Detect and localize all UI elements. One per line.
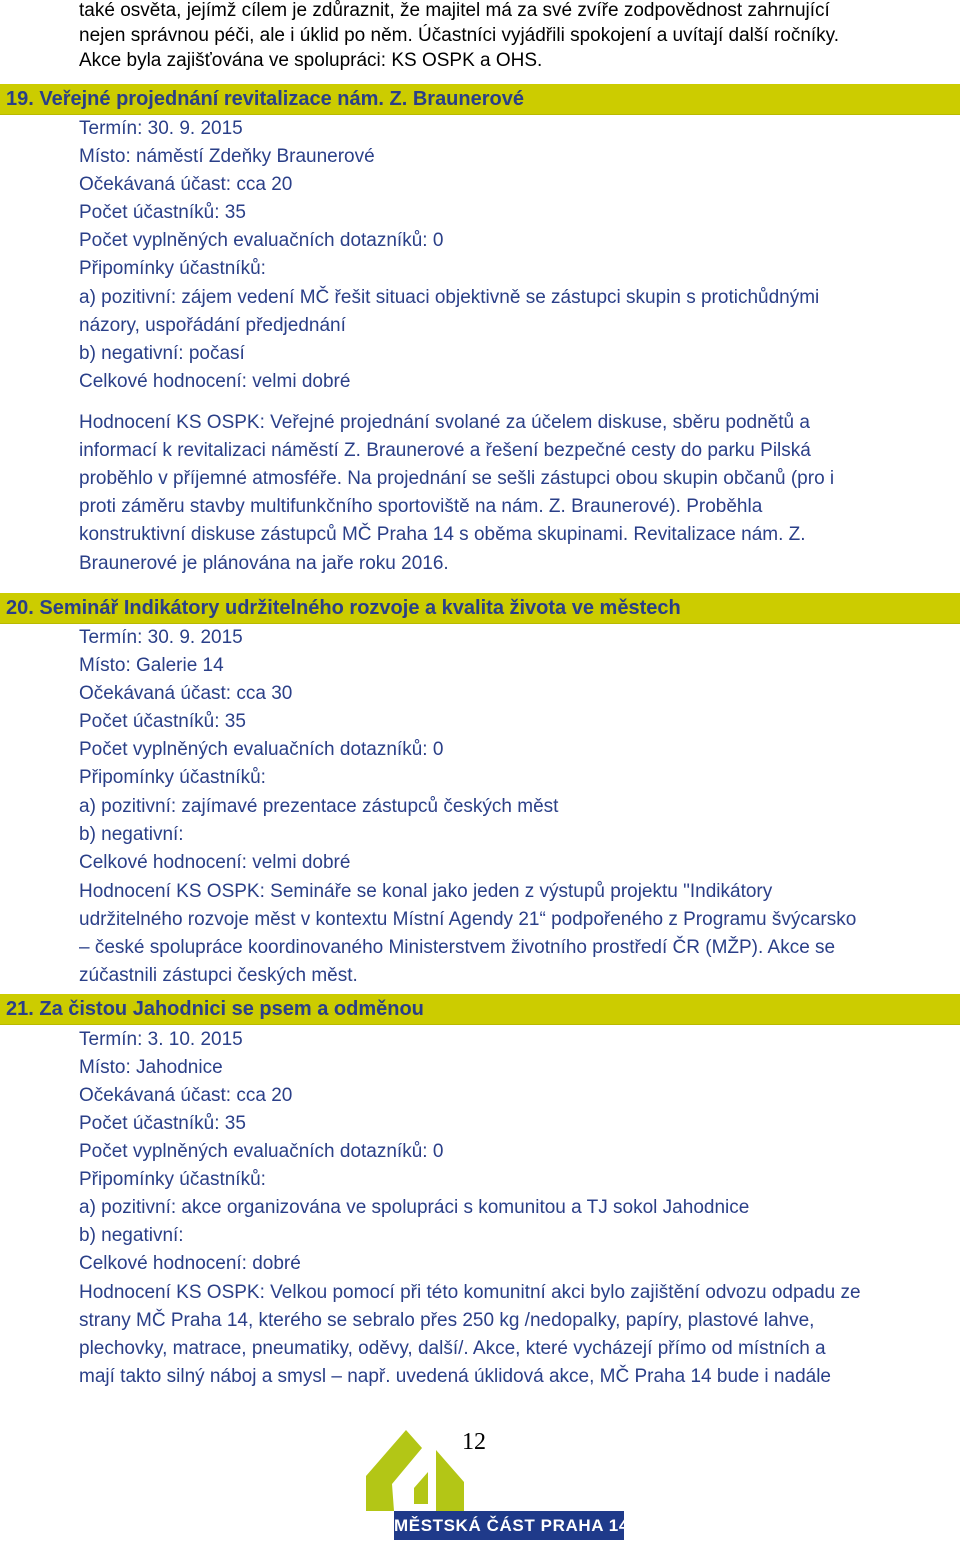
section-header-19	[0, 84, 960, 115]
field-value: cca 30	[231, 683, 293, 704]
hodnoceni-row	[79, 409, 810, 437]
field-value: zájem vedení MČ řešit situaci objektivně se zástupci skupin s protichůdnými	[176, 287, 820, 308]
field-value: akce organizována ve spolupráci s komunitou a TJ sokol Jahodnice	[176, 1197, 750, 1218]
field-label: Místo:	[79, 1057, 131, 1078]
section-header-21	[0, 994, 960, 1025]
pozitivni-row	[79, 793, 558, 821]
intro-line: nejen správnou péči, ale i úklid po něm. Účastníci vyjádřili spokojení a uvítají další ročníky.	[79, 25, 840, 46]
field-value: Semináře se konal jako jeden z výstupů projektu "Indikátory	[264, 881, 773, 902]
field-label: Celkové hodnocení:	[79, 371, 247, 392]
hodnoceni-line: plechovky, matrace, pneumatiky, oděvy, další/. Akce, které vycházejí přímo od místních a	[79, 1338, 826, 1359]
field-label: Místo:	[79, 655, 131, 676]
logo-text: MĚSTSKÁ ČÁST PRAHA 14	[394, 1516, 629, 1535]
pripominky-row	[79, 255, 266, 283]
field-label: Počet účastníků:	[79, 711, 220, 732]
field-value: 35	[219, 1113, 246, 1134]
field-label: Hodnocení KS OSPK:	[79, 412, 265, 433]
hodnoceni-line: Braunerové je plánována na jaře roku 2016.	[79, 553, 449, 574]
dotazniky-row	[79, 227, 443, 255]
ucast-row	[79, 1082, 292, 1110]
field-label: Počet vyplněných evaluačních dotazníků:	[79, 230, 428, 251]
intro-line: Akce byla zajišťována ve spolupráci: KS OSPK a OHS.	[79, 50, 543, 71]
field-label: Počet účastníků:	[79, 202, 220, 223]
field-value: Jahodnice	[130, 1057, 223, 1078]
field-label: Hodnocení KS OSPK:	[79, 1282, 265, 1303]
field-value: počasí	[183, 343, 245, 364]
field-value: 30. 9. 2015	[142, 118, 243, 139]
termin-row	[79, 115, 243, 143]
celkove-row	[79, 849, 350, 877]
field-label: b) negativní:	[79, 1225, 184, 1246]
hodnoceni-line: proti záměru stavby multifunkčního sportoviště na nám. Z. Braunerové). Proběhla	[79, 496, 763, 517]
pocet-row	[79, 708, 246, 736]
negativni-row	[79, 1222, 184, 1250]
hodnoceni-line: zúčastnili zástupci českých měst.	[79, 965, 358, 986]
field-label: Termín:	[79, 1029, 143, 1050]
field-value: zajímavé prezentace zástupců českých měst	[176, 796, 559, 817]
field-value: 30. 9. 2015	[142, 627, 243, 648]
section-title: 19. Veřejné projednání revitalizace nám. Z. Braunerové	[6, 88, 524, 110]
misto-row	[79, 652, 224, 680]
hodnoceni-line: – české spolupráce koordinovaného Ministerstvem životního prostředí ČR (MŽP). Akce se	[79, 937, 836, 958]
field-value: 0	[427, 1141, 444, 1162]
field-label: Termín:	[79, 627, 143, 648]
hodnoceni-line: udržitelného rozvoje měst v kontextu Místní Agendy 21“ podpořeného z Programu švýcarsko	[79, 909, 857, 930]
field-value: 35	[219, 202, 246, 223]
field-value: Velkou pomocí při této komunitní akci bylo zajištění odvozu odpadu ze	[264, 1282, 861, 1303]
dotazniky-row	[79, 736, 443, 764]
field-label: Očekávaná účast:	[79, 683, 232, 704]
logo-band	[394, 1511, 629, 1540]
field-value: 35	[219, 711, 246, 732]
pocet-row	[79, 199, 246, 227]
pozitivni-continuation: názory, uspořádání předjednání	[79, 315, 346, 336]
field-label: a) pozitivní:	[79, 287, 177, 308]
celkove-row	[79, 1250, 301, 1278]
field-value: cca 20	[231, 1085, 293, 1106]
field-label: Připomínky účastníků:	[79, 767, 266, 788]
hodnoceni-line: strany MČ Praha 14, kterého se sebralo přes 250 kg /nedopalky, papíry, plastové lahve,	[79, 1310, 815, 1331]
pripominky-row	[79, 1166, 266, 1194]
ucast-row	[79, 680, 292, 708]
field-value: dobré	[246, 1253, 301, 1274]
field-label: Očekávaná účast:	[79, 1085, 232, 1106]
section-header-20	[0, 593, 960, 624]
hodnoceni-line: mají takto silný náboj a smysl – např. uvedená úklidová akce, MČ Praha 14 bude i nadále	[79, 1366, 831, 1387]
field-value: Galerie 14	[130, 655, 224, 676]
field-value: velmi dobré	[246, 371, 351, 392]
pripominky-row	[79, 764, 266, 792]
pocet-row	[79, 1110, 246, 1138]
field-value: náměstí Zdeňky Braunerové	[130, 146, 375, 167]
pozitivni-row	[79, 1194, 749, 1222]
termin-row	[79, 1026, 243, 1054]
field-label: Počet vyplněných evaluačních dotazníků:	[79, 1141, 428, 1162]
field-label: Hodnocení KS OSPK:	[79, 881, 265, 902]
field-label: Připomínky účastníků:	[79, 1169, 266, 1190]
field-label: Počet vyplněných evaluačních dotazníků:	[79, 739, 428, 760]
misto-row	[79, 143, 375, 171]
hodnoceni-row	[79, 878, 772, 906]
celkove-row	[79, 368, 350, 396]
field-label: Připomínky účastníků:	[79, 258, 266, 279]
negativni-row	[79, 340, 245, 368]
hodnoceni-row	[79, 1279, 861, 1307]
misto-row	[79, 1054, 223, 1082]
field-value: cca 20	[231, 174, 293, 195]
field-label: Celkové hodnocení:	[79, 852, 247, 873]
section-title: 21. Za čistou Jahodnici se psem a odměnou	[6, 998, 424, 1020]
field-label: a) pozitivní:	[79, 796, 177, 817]
field-label: b) negativní:	[79, 343, 184, 364]
hodnoceni-line: proběhlo v příjemné atmosféře. Na projednání se sešli zástupci obou skupin občanů (pro i	[79, 468, 835, 489]
field-value: Veřejné projednání svolané za účelem diskuse, sběru podnětů a	[264, 412, 810, 433]
field-value: 3. 10. 2015	[142, 1029, 243, 1050]
hodnoceni-line: informací k revitalizaci náměstí Z. Braunerové a řešení bezpečné cesty do parku Pilská	[79, 440, 811, 461]
intro-line: také osvěta, jejímž cílem je zdůraznit, že majitel má za své zvíře zodpovědnost zahrnující	[79, 0, 830, 21]
page-number: 12	[462, 1429, 486, 1455]
negativni-row	[79, 821, 184, 849]
field-label: Termín:	[79, 118, 143, 139]
field-label: Místo:	[79, 146, 131, 167]
field-label: Celkové hodnocení:	[79, 1253, 247, 1274]
field-label: a) pozitivní:	[79, 1197, 177, 1218]
section-title: 20. Seminář Indikátory udržitelného rozvoje a kvalita života ve městech	[6, 597, 681, 619]
city-district-logo	[336, 1424, 696, 1540]
field-label: Počet účastníků:	[79, 1113, 220, 1134]
field-label: Očekávaná účast:	[79, 174, 232, 195]
pozitivni-row	[79, 284, 819, 312]
ucast-row	[79, 171, 292, 199]
dotazniky-row	[79, 1138, 443, 1166]
field-value: 0	[427, 739, 444, 760]
field-value: 0	[427, 230, 444, 251]
hodnoceni-line: konstruktivní diskuse zástupců MČ Praha 14 s oběma skupinami. Revitalizace nám. Z.	[79, 524, 806, 545]
termin-row	[79, 624, 243, 652]
field-value: velmi dobré	[246, 852, 351, 873]
field-label: b) negativní:	[79, 824, 184, 845]
